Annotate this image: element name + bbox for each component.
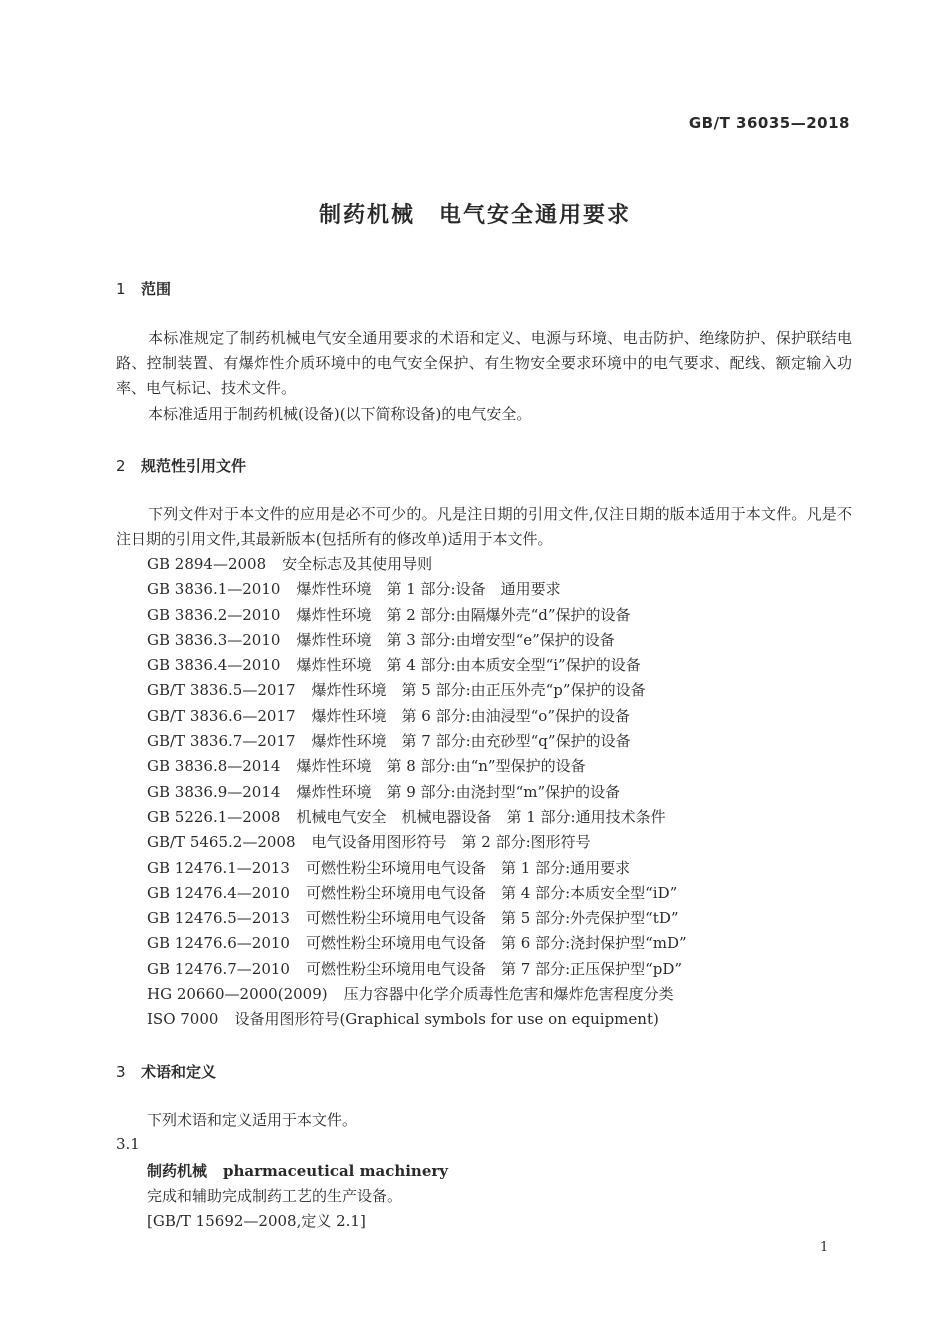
reference-item bbox=[147, 704, 687, 729]
reference-title: 爆炸性环境 第 3 部分:由增安型“e”保护的设备 bbox=[296, 630, 615, 649]
reference-item bbox=[147, 982, 687, 1007]
term-line bbox=[147, 1160, 448, 1181]
reference-item bbox=[147, 552, 687, 577]
reference-title: 爆炸性环境 第 6 部分:由油浸型“o”保护的设备 bbox=[311, 706, 631, 725]
reference-item bbox=[147, 729, 687, 754]
reference-code: GB 3836.9—2014 bbox=[147, 782, 281, 801]
reference-title: 爆炸性环境 第 1 部分:设备 通用要求 bbox=[296, 580, 561, 599]
reference-code: GB 3836.1—2010 bbox=[147, 580, 281, 599]
term-chinese: 制药机械 bbox=[147, 1162, 208, 1180]
section-number: 3 bbox=[116, 1063, 126, 1081]
reference-code: ISO 7000 bbox=[147, 1010, 219, 1029]
reference-title: 爆炸性环境 第 7 部分:由充砂型“q”保护的设备 bbox=[311, 732, 631, 751]
reference-code: GB 3836.4—2010 bbox=[147, 656, 281, 675]
reference-code: GB/T 3836.6—2017 bbox=[147, 706, 296, 725]
page-number: 1 bbox=[820, 1240, 829, 1255]
reference-title: 压力容器中化学介质毒性危害和爆炸危害程度分类 bbox=[343, 985, 674, 1004]
reference-title: 可燃性粉尘环境用电气设备 第 6 部分:浇封保护型“mD” bbox=[305, 934, 687, 953]
reference-item bbox=[147, 805, 687, 830]
reference-title: 爆炸性环境 第 8 部分:由“n”型保护的设备 bbox=[296, 757, 586, 776]
reference-item bbox=[147, 678, 687, 703]
section-number: 2 bbox=[116, 457, 126, 475]
reference-item bbox=[147, 881, 687, 906]
reference-item bbox=[147, 754, 687, 779]
reference-code: GB/T 3836.7—2017 bbox=[147, 732, 296, 751]
reference-title: 机械电气安全 机械电器设备 第 1 部分:通用技术条件 bbox=[296, 807, 666, 826]
document-title: 制药机械 电气安全通用要求 bbox=[318, 203, 631, 228]
reference-title: 可燃性粉尘环境用电气设备 第 4 部分:本质安全型“iD” bbox=[305, 883, 678, 902]
reference-item bbox=[147, 780, 687, 805]
term-source: [GB/T 15692—2008,定义 2.1] bbox=[147, 1212, 366, 1230]
scope-paragraph-1: 本标准规定了制药机械电气安全通用要求的术语和定义、电源与环境、电击防护、绝缘防护、保护联结电路、控制装置、有爆炸性介质环境中的电气安全保护、有生物安全要求环境中的电气要求、配线、额定输入功率、电气标记、技术文件。 bbox=[116, 329, 852, 397]
terms-intro: 下列术语和定义适用于本文件。 bbox=[147, 1111, 358, 1129]
reference-title: 电气设备用图形符号 第 2 部分:图形符号 bbox=[311, 833, 591, 852]
reference-code: GB 3836.2—2010 bbox=[147, 605, 281, 624]
reference-title: 爆炸性环境 第 5 部分:由正压外壳“p”保护的设备 bbox=[311, 681, 646, 700]
reference-title: 爆炸性环境 第 2 部分:由隔爆外壳“d”保护的设备 bbox=[296, 605, 631, 624]
standard-code: GB/T 36035—2018 bbox=[688, 114, 850, 132]
section-2-heading bbox=[116, 455, 246, 476]
reference-title: 可燃性粉尘环境用电气设备 第 5 部分:外壳保护型“tD” bbox=[305, 909, 679, 928]
reference-code: GB/T 5465.2—2008 bbox=[147, 833, 296, 852]
reference-code: GB/T 3836.5—2017 bbox=[147, 681, 296, 700]
scope-paragraph-2: 本标准适用于制药机械(设备)(以下简称设备)的电气安全。 bbox=[148, 405, 532, 423]
reference-title: 爆炸性环境 第 4 部分:由本质安全型“i”保护的设备 bbox=[296, 656, 641, 675]
reference-title: 可燃性粉尘环境用电气设备 第 1 部分:通用要求 bbox=[305, 858, 631, 877]
reference-item bbox=[147, 1007, 687, 1032]
section-3-heading bbox=[116, 1061, 216, 1082]
reference-code: GB 3836.8—2014 bbox=[147, 757, 281, 776]
reference-code: GB 5226.1—2008 bbox=[147, 807, 281, 826]
section-title: 规范性引用文件 bbox=[141, 457, 247, 475]
reference-code: HG 20660—2000(2009) bbox=[147, 985, 328, 1004]
reference-code: GB 12476.1—2013 bbox=[147, 858, 290, 877]
reference-code: GB 12476.5—2013 bbox=[147, 909, 290, 928]
reference-code: GB 2894—2008 bbox=[147, 555, 267, 573]
reference-item bbox=[147, 957, 687, 982]
reference-list bbox=[147, 552, 687, 1033]
reference-item bbox=[147, 577, 687, 602]
references-intro: 下列文件对于本文件的应用是必不可少的。凡是注日期的引用文件,仅注日期的版本适用于本文件。凡是不注日期的引用文件,其最新版本(包括所有的修改单)适用于本文件。 bbox=[116, 505, 852, 548]
reference-title: 设备用图形符号(Graphical symbols for use on equipment) bbox=[234, 1010, 659, 1029]
term-number: 3.1 bbox=[116, 1135, 140, 1153]
section-number: 1 bbox=[116, 280, 126, 298]
reference-code: GB 3836.3—2010 bbox=[147, 630, 281, 649]
reference-item bbox=[147, 830, 687, 855]
term-english: pharmaceutical machinery bbox=[223, 1162, 449, 1180]
reference-item bbox=[147, 906, 687, 931]
section-title: 范围 bbox=[141, 280, 172, 298]
section-title: 术语和定义 bbox=[141, 1063, 217, 1081]
reference-title: 安全标志及其使用导则 bbox=[282, 555, 433, 573]
reference-title: 爆炸性环境 第 9 部分:由浇封型“m”保护的设备 bbox=[296, 782, 621, 801]
reference-item bbox=[147, 856, 687, 881]
reference-title: 可燃性粉尘环境用电气设备 第 7 部分:正压保护型“pD” bbox=[305, 959, 683, 978]
reference-item bbox=[147, 653, 687, 678]
reference-code: GB 12476.6—2010 bbox=[147, 934, 290, 953]
reference-item bbox=[147, 931, 687, 956]
reference-item bbox=[147, 603, 687, 628]
reference-code: GB 12476.7—2010 bbox=[147, 959, 290, 978]
reference-item bbox=[147, 628, 687, 653]
reference-code: GB 12476.4—2010 bbox=[147, 883, 290, 902]
term-definition: 完成和辅助完成制药工艺的生产设备。 bbox=[147, 1187, 403, 1205]
section-1-heading bbox=[116, 278, 171, 299]
